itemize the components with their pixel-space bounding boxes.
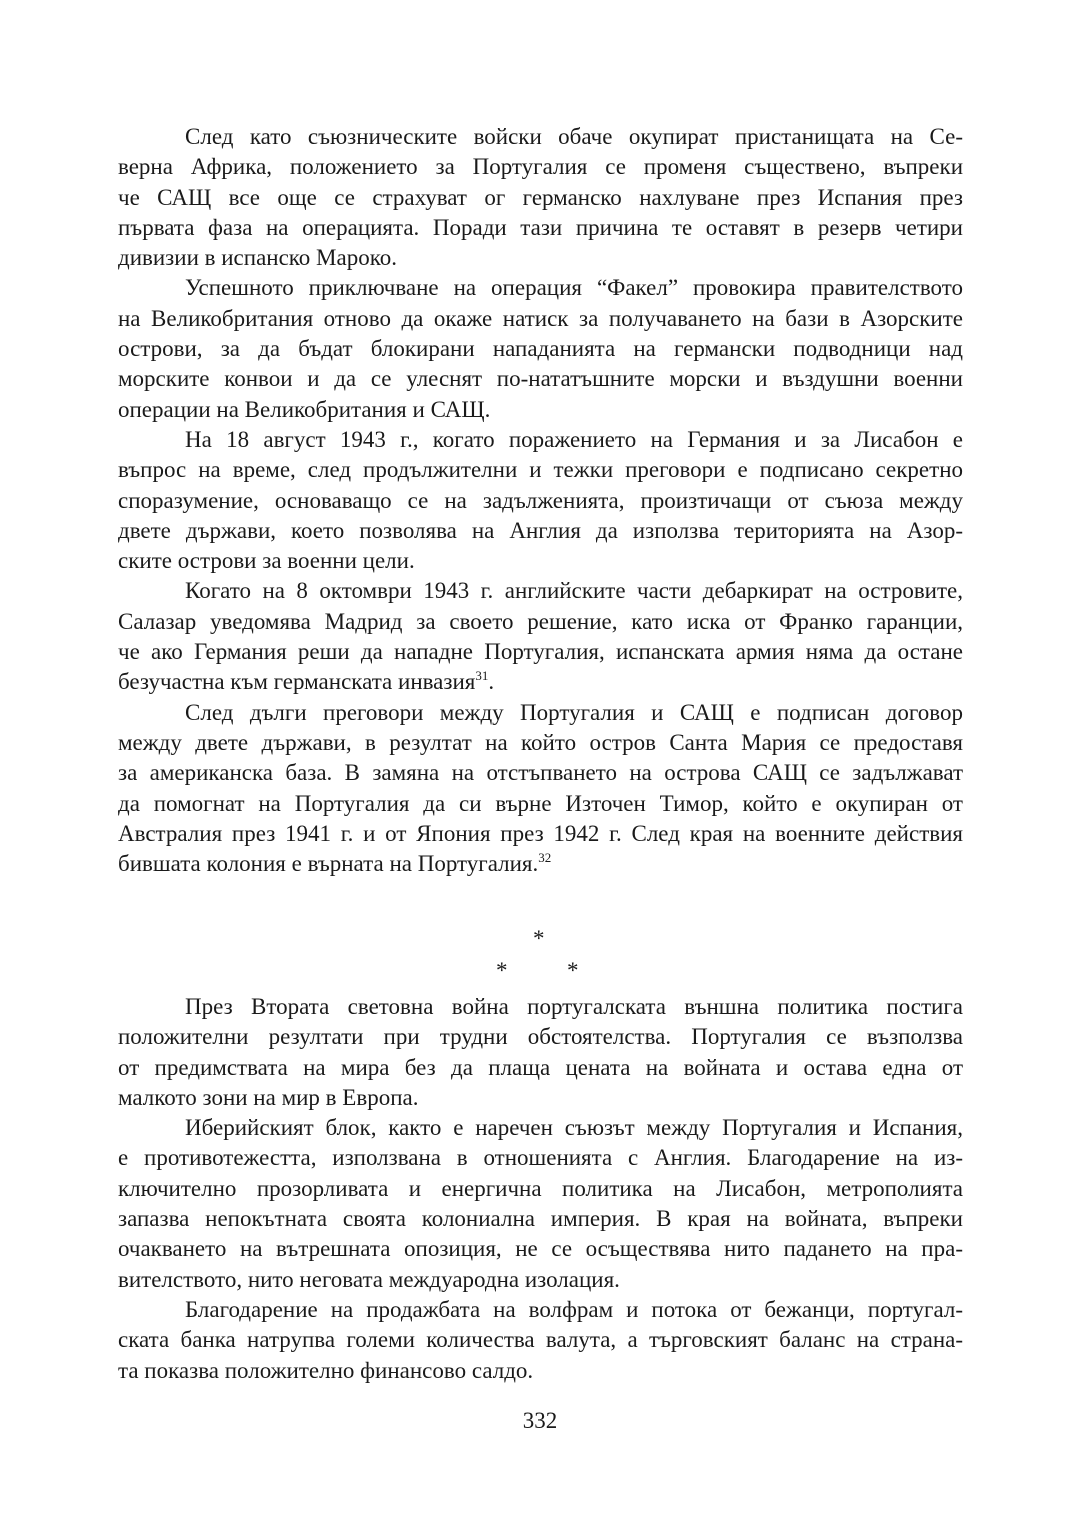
text-line: двете държави, което позволява на Англия да използва територията на Азор- xyxy=(118,517,963,543)
text-line: Австралия през 1941 г. и от Япония през 1942 г. След края на военните действия xyxy=(118,820,963,846)
text-line xyxy=(118,667,963,697)
paragraph xyxy=(118,1113,963,1295)
text-line: След като съюзническите войски обаче окупират пристанищата на Се- xyxy=(185,124,963,149)
paragraph xyxy=(118,122,963,273)
separator-asterisk-top: * xyxy=(533,926,545,951)
separator-asterisk-right: * xyxy=(567,958,579,983)
text-line: Успешното приключване на операция “Факел” провокира правителството xyxy=(185,275,963,301)
text-line xyxy=(118,849,963,879)
text-line: положителни резултати при трудни обстоятелства. Португалия се възползва xyxy=(118,1024,963,1050)
text-line: та показва положително финансово салдо. xyxy=(118,1357,534,1383)
text-line: вителството, нито неговата междуародна изолация. xyxy=(118,1266,620,1292)
text-line: между двете държави, в резултат на който остров Санта Мария се предоставя xyxy=(118,729,963,755)
text-line: въпрос на време, след продължителни и тежки преговори е подписано секретно xyxy=(118,457,963,483)
text-line: от предимствата на мира без да плаща цената на войната и остава една от xyxy=(118,1054,963,1080)
line-tail: . xyxy=(488,669,495,695)
text-line: ските острови за военни цели. xyxy=(118,548,415,574)
text-line: На 18 август 1943 г., когато поражението на Германия и за Лисабон е xyxy=(185,426,963,452)
text-line: Благодарение на продажбата на волфрам и потока от бежанци, португал- xyxy=(185,1296,963,1322)
text-line: След дълги преговори между Португалия и САЩ е подписан договор xyxy=(185,699,963,725)
text-line: малкото зони на мир в Европа. xyxy=(118,1084,419,1110)
paragraph xyxy=(118,273,963,424)
text-line: ключително прозорливата и енергична политика на Лисабон, метрополията xyxy=(118,1175,963,1201)
line-text: бившата колония е върната на Португалия. xyxy=(118,851,539,877)
text-line: През Втората световна война португалската външна политика постига xyxy=(185,994,963,1019)
text-line: Иберийският блок, както е наречен съюзът между Португалия и Испания, xyxy=(185,1115,963,1141)
text-line: че САЩ все още се страхуват ог германско нахлуване през Испания през xyxy=(118,184,963,210)
text-section-conclusion xyxy=(118,992,963,1386)
paragraph xyxy=(118,576,963,697)
text-line: запазва непокътната своята колониална империя. В края на войната, въпреки xyxy=(118,1206,963,1232)
paragraph xyxy=(118,698,963,880)
text-line: операции на Великобритания и САЩ. xyxy=(118,396,491,422)
footnote-reference: 31 xyxy=(475,668,489,684)
text-line: очакването на вътрешната опозиция, не се осъществява нито падането на пра- xyxy=(118,1236,963,1262)
text-line: на Великобритания отново да окаже натиск за получаването на бази в Азорските xyxy=(118,305,963,331)
paragraph xyxy=(118,1295,963,1386)
page-number: 332 xyxy=(522,1408,558,1433)
text-line: за американска база. В замяна на отстъпването на острова САЩ се задължават xyxy=(118,760,963,786)
text-line: че ако Германия реши да нападне Португалия, испанската армия няма да остане xyxy=(118,639,963,665)
paragraph xyxy=(118,992,963,1113)
text-line: споразумение, основаващо се на задълженията, произтичащи от съюза между xyxy=(118,487,963,513)
text-line: да помогнат на Португалия да си върне Източен Тимор, който е окупиран от xyxy=(118,790,963,816)
paragraph xyxy=(118,425,963,576)
separator-asterisk-left: * xyxy=(496,958,508,983)
text-line: острови, за да бъдат блокирани нападанията на германски подводници над xyxy=(118,336,963,362)
text-line: Салазар уведомява Мадрид за своето решение, като иска от Франко гаранции, xyxy=(118,608,963,634)
text-line: дивизии в испанско Мароко. xyxy=(118,245,397,271)
text-line: верна Африка, положението за Португалия се променя съществено, въпреки xyxy=(118,154,963,180)
line-text: безучастна към германската инвазия xyxy=(118,669,476,695)
text-section-main xyxy=(118,122,963,879)
text-line: първата фаза на операцията. Поради тази причина те оставят в резерв четири xyxy=(118,214,963,240)
text-line: Когато на 8 октомври 1943 г. английските части дебаркират на островите, xyxy=(185,578,963,604)
text-line: морските конвои и да се улеснят по-нататъшните морски и въздушни военни xyxy=(118,366,963,392)
footnote-reference: 32 xyxy=(538,850,552,866)
text-line: е противотежестта, използвана в отношенията с Англия. Благодарение на из- xyxy=(118,1145,963,1171)
text-line: ската банка натрупва големи количества валута, а търговският баланс на страна- xyxy=(118,1327,963,1353)
